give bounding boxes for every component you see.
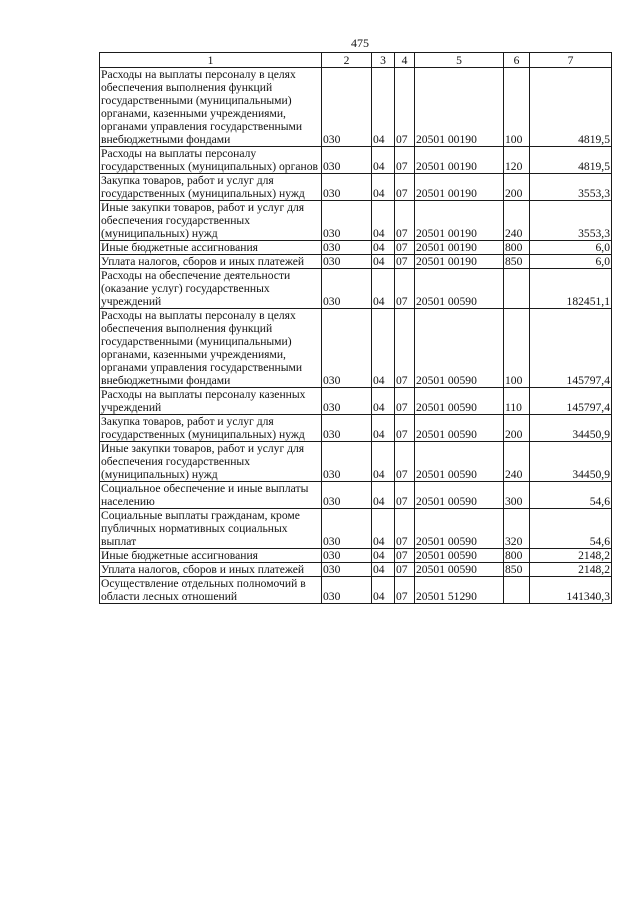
section-code-cell: 04 [372, 241, 395, 255]
table-row [100, 509, 612, 549]
row-name-cell: Иные закупки товаров, работ и услуг для обеспечения государственных (муниципальных) нужд [100, 201, 322, 241]
target-article-cell: 20501 00590 [415, 482, 504, 509]
row-name-cell: Закупка товаров, работ и услуг для государственных (муниципальных) нужд [100, 174, 322, 201]
target-article-cell: 20501 00590 [415, 442, 504, 482]
gl-code-cell: 030 [322, 147, 372, 174]
expense-type-cell [504, 577, 530, 604]
row-name-cell: Осуществление отдельных полномочий в области лесных отношений [100, 577, 322, 604]
target-article-cell: 20501 51290 [415, 577, 504, 604]
section-code-cell: 04 [372, 415, 395, 442]
gl-code-cell: 030 [322, 388, 372, 415]
target-article-cell: 20501 00190 [415, 147, 504, 174]
column-header: 7 [530, 53, 612, 68]
target-article-cell: 20501 00190 [415, 255, 504, 269]
table-row [100, 174, 612, 201]
table-row [100, 563, 612, 577]
subsection-code-cell: 07 [395, 147, 415, 174]
table-row [100, 241, 612, 255]
gl-code-cell: 030 [322, 68, 372, 147]
subsection-code-cell: 07 [395, 388, 415, 415]
subsection-code-cell: 07 [395, 201, 415, 241]
expense-type-cell: 300 [504, 482, 530, 509]
gl-code-cell: 030 [322, 509, 372, 549]
amount-cell: 4819,5 [530, 147, 612, 174]
target-article-cell: 20501 00590 [415, 415, 504, 442]
target-article-cell: 20501 00190 [415, 241, 504, 255]
subsection-code-cell: 07 [395, 255, 415, 269]
expense-type-cell: 100 [504, 68, 530, 147]
expense-type-cell: 240 [504, 442, 530, 482]
gl-code-cell: 030 [322, 482, 372, 509]
section-code-cell: 04 [372, 201, 395, 241]
section-code-cell: 04 [372, 563, 395, 577]
row-name-cell: Расходы на обеспечение деятельности (оказание услуг) государственных учреждений [100, 269, 322, 309]
amount-cell: 182451,1 [530, 269, 612, 309]
target-article-cell: 20501 00590 [415, 388, 504, 415]
table-row [100, 255, 612, 269]
table-row [100, 201, 612, 241]
amount-cell: 6,0 [530, 241, 612, 255]
section-code-cell: 04 [372, 174, 395, 201]
subsection-code-cell: 07 [395, 309, 415, 388]
row-name-cell: Социальное обеспечение и иные выплаты населению [100, 482, 322, 509]
row-name-cell: Социальные выплаты гражданам, кроме публичных нормативных социальных выплат [100, 509, 322, 549]
section-code-cell: 04 [372, 509, 395, 549]
target-article-cell: 20501 00190 [415, 201, 504, 241]
amount-cell: 145797,4 [530, 388, 612, 415]
table-row [100, 309, 612, 388]
row-name-cell: Иные бюджетные ассигнования [100, 241, 322, 255]
target-article-cell: 20501 00590 [415, 563, 504, 577]
column-header: 3 [372, 53, 395, 68]
target-article-cell: 20501 00190 [415, 68, 504, 147]
row-name-cell: Закупка товаров, работ и услуг для государственных (муниципальных) нужд [100, 415, 322, 442]
table-row [100, 549, 612, 563]
table-row [100, 388, 612, 415]
gl-code-cell: 030 [322, 269, 372, 309]
column-header: 5 [415, 53, 504, 68]
subsection-code-cell: 07 [395, 549, 415, 563]
amount-cell: 3553,3 [530, 201, 612, 241]
budget-table [99, 52, 612, 604]
table-row [100, 147, 612, 174]
section-code-cell: 04 [372, 549, 395, 563]
section-code-cell: 04 [372, 269, 395, 309]
expense-type-cell: 200 [504, 174, 530, 201]
expense-type-cell: 200 [504, 415, 530, 442]
expense-type-cell [504, 269, 530, 309]
expense-type-cell: 800 [504, 549, 530, 563]
amount-cell: 34450,9 [530, 442, 612, 482]
amount-cell: 54,6 [530, 482, 612, 509]
section-code-cell: 04 [372, 68, 395, 147]
gl-code-cell: 030 [322, 415, 372, 442]
section-code-cell: 04 [372, 482, 395, 509]
column-header: 1 [100, 53, 322, 68]
subsection-code-cell: 07 [395, 269, 415, 309]
section-code-cell: 04 [372, 577, 395, 604]
section-code-cell: 04 [372, 309, 395, 388]
table-row [100, 415, 612, 442]
expense-type-cell: 110 [504, 388, 530, 415]
amount-cell: 141340,3 [530, 577, 612, 604]
section-code-cell: 04 [372, 442, 395, 482]
expense-type-cell: 800 [504, 241, 530, 255]
amount-cell: 145797,4 [530, 309, 612, 388]
target-article-cell: 20501 00590 [415, 309, 504, 388]
amount-cell: 3553,3 [530, 174, 612, 201]
gl-code-cell: 030 [322, 174, 372, 201]
target-article-cell: 20501 00590 [415, 269, 504, 309]
amount-cell: 2148,2 [530, 563, 612, 577]
subsection-code-cell: 07 [395, 68, 415, 147]
row-name-cell: Расходы на выплаты персоналу казенных учреждений [100, 388, 322, 415]
subsection-code-cell: 07 [395, 241, 415, 255]
subsection-code-cell: 07 [395, 482, 415, 509]
row-name-cell: Иные закупки товаров, работ и услуг для обеспечения государственных (муниципальных) нужд [100, 442, 322, 482]
expense-type-cell: 850 [504, 563, 530, 577]
gl-code-cell: 030 [322, 241, 372, 255]
amount-cell: 4819,5 [530, 68, 612, 147]
row-name-cell: Уплата налогов, сборов и иных платежей [100, 563, 322, 577]
amount-cell: 2148,2 [530, 549, 612, 563]
section-code-cell: 04 [372, 147, 395, 174]
amount-cell: 6,0 [530, 255, 612, 269]
target-article-cell: 20501 00590 [415, 549, 504, 563]
gl-code-cell: 030 [322, 309, 372, 388]
column-header: 4 [395, 53, 415, 68]
gl-code-cell: 030 [322, 255, 372, 269]
gl-code-cell: 030 [322, 577, 372, 604]
table-row [100, 442, 612, 482]
target-article-cell: 20501 00190 [415, 174, 504, 201]
expense-type-cell: 100 [504, 309, 530, 388]
table-row [100, 482, 612, 509]
column-header: 2 [322, 53, 372, 68]
subsection-code-cell: 07 [395, 509, 415, 549]
row-name-cell: Уплата налогов, сборов и иных платежей [100, 255, 322, 269]
table-body [100, 68, 612, 604]
column-header: 6 [504, 53, 530, 68]
gl-code-cell: 030 [322, 442, 372, 482]
table-row [100, 68, 612, 147]
subsection-code-cell: 07 [395, 577, 415, 604]
expense-type-cell: 120 [504, 147, 530, 174]
expense-type-cell: 850 [504, 255, 530, 269]
gl-code-cell: 030 [322, 549, 372, 563]
section-code-cell: 04 [372, 388, 395, 415]
header-row [100, 53, 612, 68]
subsection-code-cell: 07 [395, 174, 415, 201]
amount-cell: 34450,9 [530, 415, 612, 442]
row-name-cell: Расходы на выплаты персоналу государственных (муниципальных) органов [100, 147, 322, 174]
table-row [100, 269, 612, 309]
subsection-code-cell: 07 [395, 563, 415, 577]
expense-type-cell: 320 [504, 509, 530, 549]
table-row [100, 577, 612, 604]
target-article-cell: 20501 00590 [415, 509, 504, 549]
section-code-cell: 04 [372, 255, 395, 269]
expense-type-cell: 240 [504, 201, 530, 241]
row-name-cell: Расходы на выплаты персоналу в целях обеспечения выполнения функций государственными (муниципальными) органами, казенными учреждениями, органами управления государственными внебюджетными фондами [100, 68, 322, 147]
gl-code-cell: 030 [322, 563, 372, 577]
gl-code-cell: 030 [322, 201, 372, 241]
subsection-code-cell: 07 [395, 442, 415, 482]
page-number: 475 [351, 36, 369, 50]
row-name-cell: Расходы на выплаты персоналу в целях обеспечения выполнения функций государственными (муниципальными) органами, казенными учреждениями, органами управления государственными внебюджетными фондами [100, 309, 322, 388]
amount-cell: 54,6 [530, 509, 612, 549]
row-name-cell: Иные бюджетные ассигнования [100, 549, 322, 563]
subsection-code-cell: 07 [395, 415, 415, 442]
